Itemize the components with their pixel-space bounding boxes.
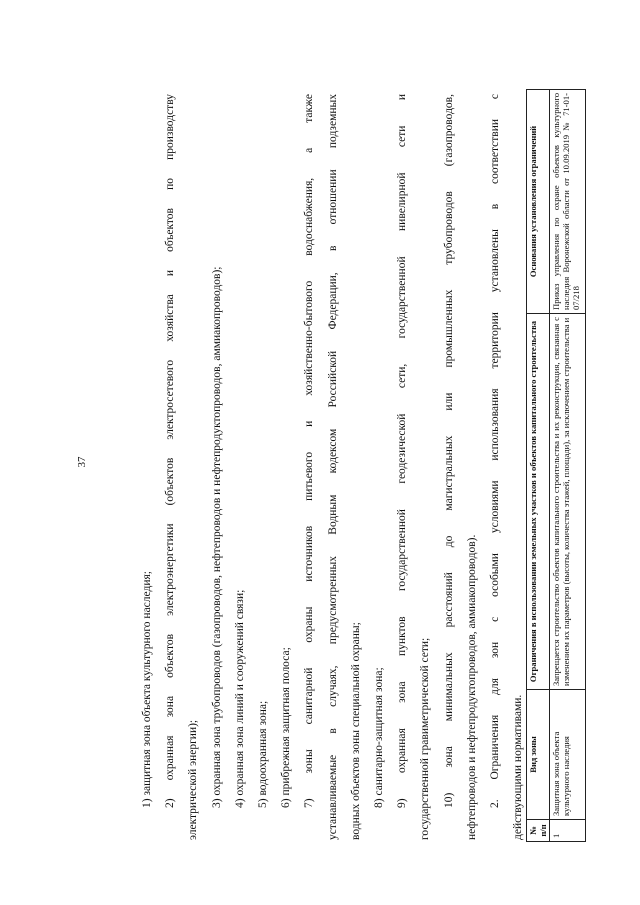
page-number: 37 bbox=[76, 456, 88, 468]
cell-restrictions-text: Запрещается строительство объектов капитального строительства и их реконструкция, связанная с изменением их параметров (высоты, количества этажей, площади), за исключением строительства и bbox=[551, 317, 571, 686]
table-header-row bbox=[527, 90, 550, 842]
paragraph-line: водных объектов зоны специальной охраны; bbox=[349, 622, 362, 840]
rotated-page bbox=[48, 82, 608, 842]
cell-grounds bbox=[550, 90, 586, 314]
paragraph-line: 2) охранная зона объектов электроэнергетики (объектов электросетевого хозяйства и объектов по производству bbox=[164, 94, 177, 808]
paragraph-line: 1) защитная зона объекта культурного наследия; bbox=[141, 571, 153, 808]
paragraph-line: 8) санитарно-защитная зона; bbox=[373, 667, 385, 808]
cell-zone-type: Защитная зона объекта культурного наследия bbox=[550, 690, 586, 820]
paragraph-line: электрической энергии); bbox=[187, 719, 200, 840]
header-cell-restrictions: Ограничения в использовании земельных участков и объектов капитального строительства bbox=[527, 314, 550, 690]
paragraph-line: 5) водоохранная зона; bbox=[257, 700, 269, 808]
paragraph-line: 3) охранная зона трубопроводов (газопроводов, нефтепроводов и нефтепродуктопроводов, аммиакопроводов); bbox=[210, 266, 223, 808]
header-cell-grounds: Основания установления ограничений bbox=[527, 90, 550, 314]
paragraph-line: 7) зоны санитарной охраны источников питьевого и хозяйственно-бытового водоснабжения, а также bbox=[303, 94, 316, 808]
paragraph-line: 4) охранная зона линий и сооружений связи; bbox=[233, 589, 246, 808]
paragraph-line: 10) зона минимальных расстояний до магистральных или промышленных трубопроводов (газопроводов, bbox=[442, 94, 455, 808]
paragraph-line: нефтепроводов и нефтепродуктопроводов, аммиакопроводов). bbox=[465, 534, 478, 840]
table-row bbox=[550, 90, 586, 842]
header-cell-number: № п/п bbox=[527, 820, 550, 842]
paragraph-line: устанавливаемые в случаях, предусмотренных Водным кодексом Российской Федерации, в отношении подземных bbox=[326, 94, 339, 840]
paragraph-line: 9) охранная зона пунктов государственной геодезической сети, государственной нивелирной сети и bbox=[396, 94, 409, 808]
cell-grounds-text: Приказ управления по охране объектов культурного наследия Воронежской области от 10.09.2019 № 71-01-07/218 bbox=[551, 93, 581, 310]
paragraph-line: государственной гравиметрической сети; bbox=[419, 637, 432, 840]
paragraph-line: 2. Ограничения для зон с особыми условиями использования территории установлены в соответствии с bbox=[489, 94, 501, 808]
paragraph-line: действующими нормативами. bbox=[512, 694, 525, 840]
zones-table bbox=[526, 89, 586, 842]
paragraph-line: 6) прибрежная защитная полоса; bbox=[280, 647, 293, 808]
cell-number: 1 bbox=[550, 820, 586, 842]
cell-restrictions bbox=[550, 314, 586, 690]
header-cell-zone-type: Вид зоны bbox=[527, 690, 550, 820]
